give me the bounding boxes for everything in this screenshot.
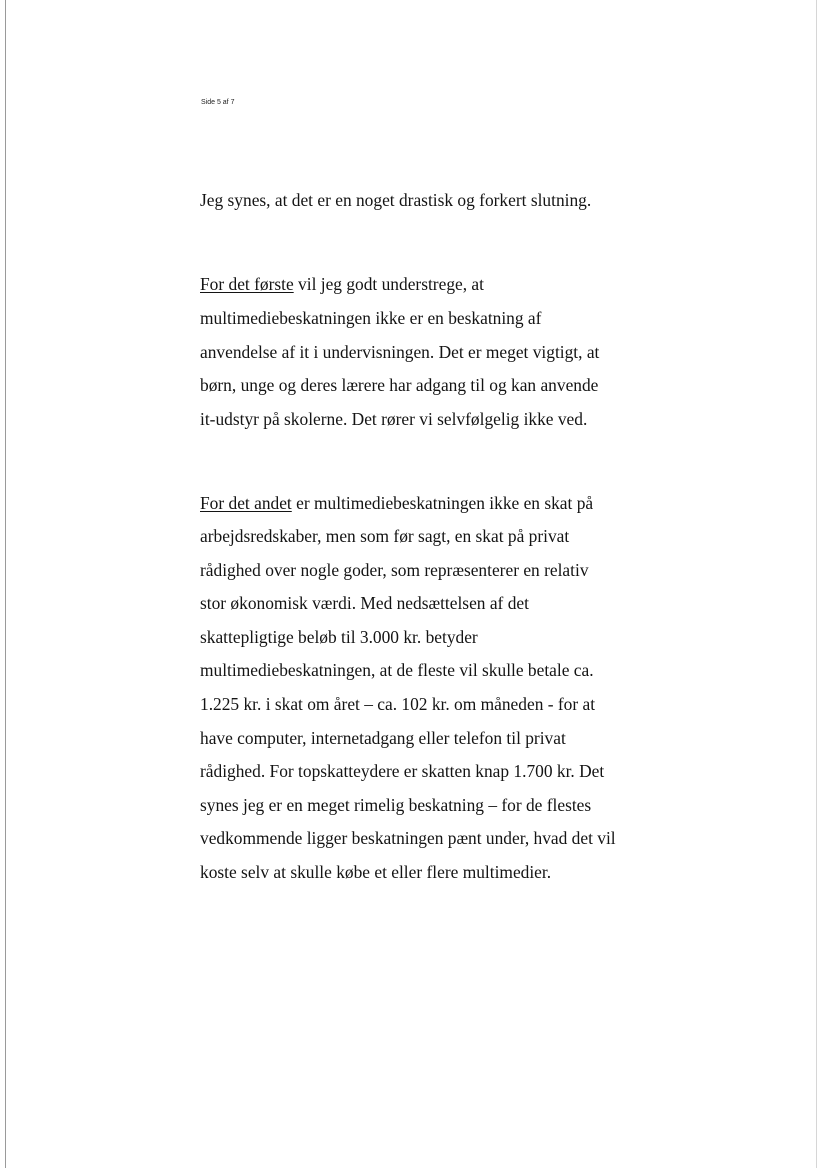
- paragraph-3-line: rådighed over nogle goder, som repræsenterer en relativ: [200, 560, 589, 580]
- paragraph-2-lead-rest: vil jeg godt understrege, at: [293, 274, 484, 294]
- paragraph-3-line: have computer, internetadgang eller telefon til privat: [200, 728, 566, 748]
- paragraph-3-line: 1.225 kr. i skat om året – ca. 102 kr. om måneden - for at: [200, 694, 596, 714]
- paragraph-3-line: multimediebeskatningen, at de fleste vil skulle betale ca.: [200, 660, 594, 680]
- paragraph-2-lead-line: [200, 274, 484, 294]
- paragraph-3-lead-rest: er multimediebeskatningen ikke en skat på: [291, 493, 594, 513]
- paragraph-3-line: stor økonomisk værdi. Med nedsættelsen af det: [200, 593, 529, 613]
- paragraph-1-line: Jeg synes, at det er en noget drastisk og forkert slutning.: [200, 190, 592, 210]
- paragraph-2-line: multimediebeskatningen ikke er en beskatning af: [200, 308, 542, 328]
- scan-edge-right: [816, 0, 817, 1168]
- paragraph-2-line: anvendelse af it i undervisningen. Det er meget vigtigt, at: [200, 342, 600, 362]
- paragraph-3-underlined-lead: For det andet: [200, 493, 292, 513]
- paragraph-2-line: it-udstyr på skolerne. Det rører vi selvfølgelig ikke ved.: [200, 409, 588, 429]
- paragraph-2-line: børn, unge og deres lærere har adgang til og kan anvende: [200, 375, 599, 395]
- paragraph-2-underlined-lead: For det første: [200, 274, 294, 294]
- scan-edge-left: [5, 0, 6, 1168]
- paragraph-3-line: arbejdsredskaber, men som før sagt, en skat på privat: [200, 526, 570, 546]
- paragraph-3-line: rådighed. For topskatteydere er skatten knap 1.700 kr. Det: [200, 761, 605, 781]
- paragraph-3-line: koste selv at skulle købe et eller flere multimedier.: [200, 862, 552, 882]
- paragraph-3-lead-line: [200, 493, 593, 513]
- paragraph-3-line: skattepligtige beløb til 3.000 kr. betyder: [200, 627, 478, 647]
- paragraph-3-line: vedkommende ligger beskatningen pænt under, hvad det vil: [200, 828, 616, 848]
- paragraph-3-line: synes jeg er en meget rimelig beskatning – for de flestes: [200, 795, 592, 815]
- page-number: Side 5 af 7: [201, 99, 235, 106]
